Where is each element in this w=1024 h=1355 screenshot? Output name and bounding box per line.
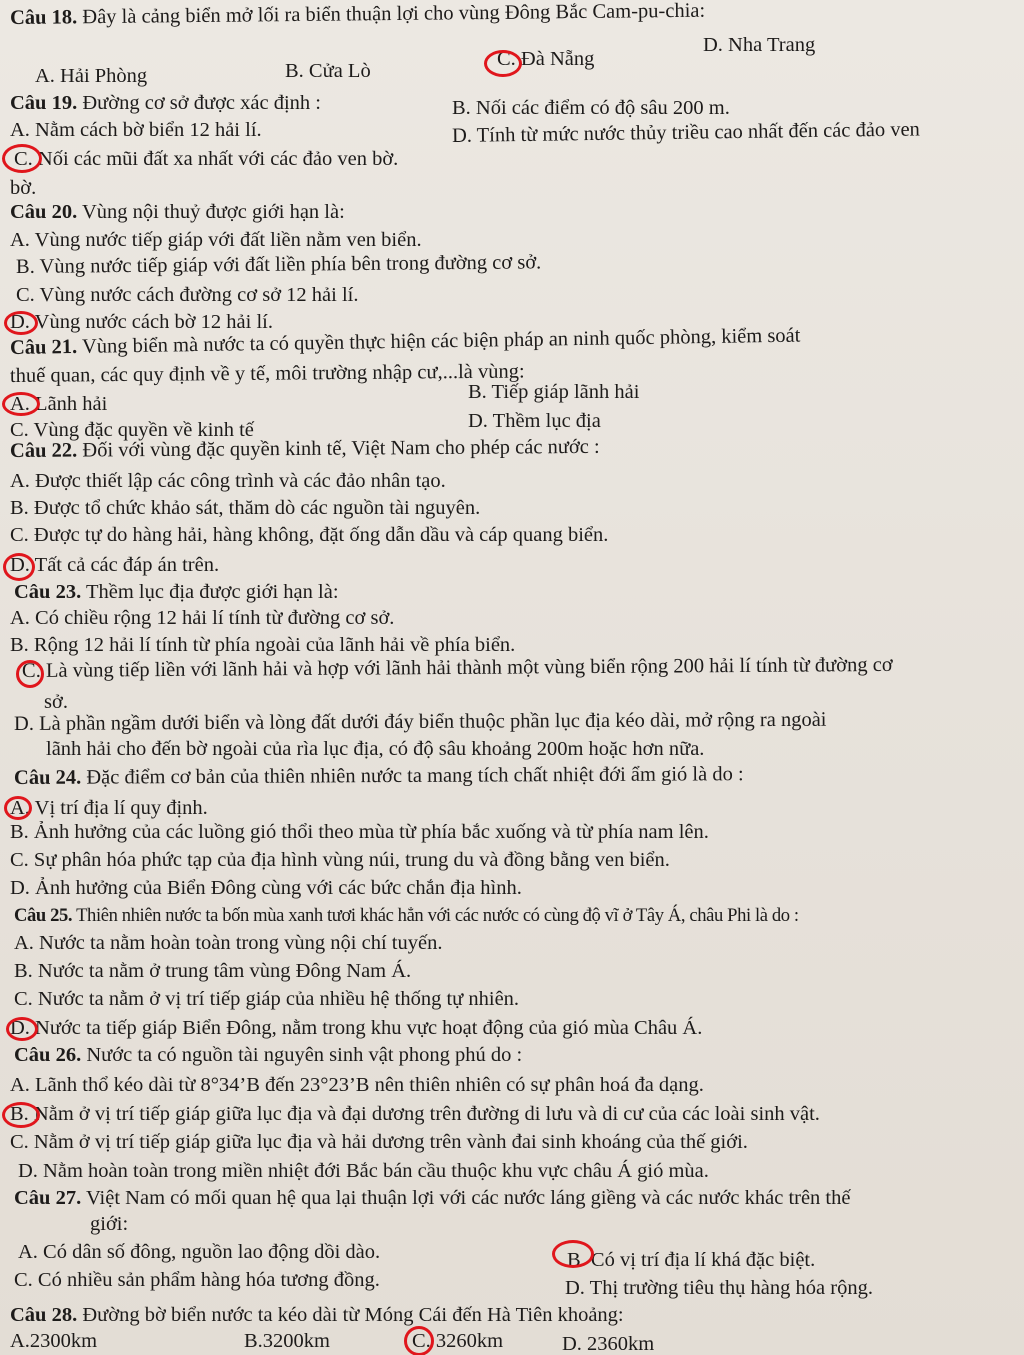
question-text: Thiên nhiên nước ta bốn mùa xanh tươi khác hẳn với các nước có cùng độ vĩ ở Tây Á, châu Phi là do : [76,905,799,926]
answer-circle [6,1017,38,1041]
question-number: Câu 27. [14,1187,82,1209]
question-text: Đối với vùng đặc quyền kinh tế, Việt Nam cho phép các nước : [82,435,600,462]
question-text: Nước ta có nguồn tài nguyên sinh vật phong phú do : [86,1044,523,1066]
question-number: Câu 20. [10,201,78,223]
option-a: A. Được thiết lập các công trình và các đảo nhân tạo. [10,470,446,492]
option-d: D. Tính từ mức nước thủy triều cao nhất đến các đảo ven [451,118,920,147]
option-c: C. Có nhiều sản phẩm hàng hóa tương đồng. [14,1269,380,1291]
option-a: A. Có dân số đông, nguồn lao động dồi dào. [18,1241,381,1263]
option-d: D. Vùng nước cách bờ 12 hải lí. [10,311,273,333]
answer-circle [484,50,522,77]
option-a: A.2300km [10,1330,98,1352]
option-b: B.3200km [244,1330,330,1352]
answer-circle [3,553,35,581]
option-b: B. Tiếp giáp lãnh hải [468,381,640,403]
question-18-stem [10,0,705,30]
question-28-stem [10,1303,624,1327]
question-text: Đây là cảng biển mở lối ra biển thuận lợi cho vùng Đông Bắc Cam-pu-chia: [82,0,706,29]
option-a: A. Vị trí địa lí quy định. [10,797,208,819]
option-d-continued: lãnh hải cho đến bờ ngoài của rìa lục địa, có độ sâu khoảng 200m hoặc hơn nữa. [46,738,705,760]
option-b: B. Cửa Lò [285,60,371,82]
answer-circle [2,144,42,173]
question-text: Vùng biển mà nước ta có quyền thực hiện các biện pháp an ninh quốc phòng, kiểm soát [81,324,801,358]
option-d: D. Là phần ngầm dưới biển và lòng đất dưới đáy biển thuộc phần lục địa kéo dài, mở rộng ra ngoài [13,708,827,735]
option-d-continued: bờ. [10,177,37,199]
question-26-stem [14,1043,522,1067]
question-number: Câu 26. [14,1044,82,1066]
option-a: A. Vùng nước tiếp giáp với đất liền nằm ven biển. [10,229,422,251]
option-c: C. Vùng nước cách đường cơ sở 12 hải lí. [16,284,359,306]
option-c: C. Đà Nẵng [497,48,595,70]
option-d: D. Tất cả các đáp án trên. [10,554,220,576]
question-number: Câu 18. [9,6,78,29]
question-number: Câu 22. [9,439,78,462]
option-a: A. Lãnh thổ kéo dài từ 8°34’B đến 23°23’B nên thiên nhiên có sự phân hoá đa dạng. [10,1074,704,1096]
option-c: C. Sự phân hóa phức tạp của địa hình vùng núi, trung du và đồng bằng ven biển. [10,849,670,871]
answer-circle [4,796,32,820]
answer-circle [552,1240,594,1268]
option-a: A. Lãnh hải [10,393,108,415]
answer-circle [2,1102,40,1128]
option-a: A. Hải Phòng [35,65,148,87]
question-20-stem [10,200,345,224]
question-27-stem-continued: giới: [90,1213,129,1235]
question-24-stem [14,762,744,790]
answer-circle [2,392,40,416]
option-b: B. Nằm ở vị trí tiếp giáp giữa lục địa và đại dương trên đường di lưu và di cư của các loài sinh vật. [10,1103,820,1125]
question-text: Thềm lục địa được giới hạn là: [85,581,339,603]
question-text: Đặc điểm cơ bản của thiên nhiên nước ta mang tích chất nhiệt đới ẩm gió là do : [86,763,744,789]
question-number: Câu 19. [10,92,78,114]
question-number: Câu 28. [10,1304,78,1326]
answer-circle [4,311,38,335]
question-25-stem [14,904,799,928]
option-c-continued: sở. [44,691,68,713]
option-c: C. Nối các mũi đất xa nhất với các đảo ven bờ. [14,148,399,170]
option-d: D. Nằm hoàn toàn trong miền nhiệt đới Bắc bán cầu thuộc khu vực châu Á gió mùa. [18,1160,709,1182]
option-b: B. Nước ta nằm ở trung tâm vùng Đông Nam Á. [14,960,412,982]
question-number: Câu 24. [13,766,82,789]
option-b: B. Ảnh hưởng của các luồng gió thổi theo mùa từ phía bắc xuống và từ phía nam lên. [10,821,709,843]
option-b: B. Nối các điểm có độ sâu 200 m. [452,97,730,119]
option-d: D. Nước ta tiếp giáp Biển Đông, nằm trong khu vực hoạt động của gió mùa Châu Á. [10,1017,703,1039]
answer-circle [404,1326,434,1355]
option-a: A. Nằm cách bờ biển 12 hải lí. [10,119,262,141]
option-c: C. Nước ta nằm ở vị trí tiếp giáp của nhiều hệ thống tự nhiên. [14,988,520,1010]
option-b: B. Có vị trí địa lí khá đặc biệt. [567,1249,816,1271]
option-b: B. Vùng nước tiếp giáp với đất liền phía bên trong đường cơ sở. [15,251,542,278]
question-22-stem [10,435,600,463]
question-27-stem [14,1186,850,1210]
answer-circle [16,660,44,688]
option-c: C. Vùng đặc quyền về kinh tế [10,419,254,441]
option-d: D. Nha Trang [703,34,816,56]
option-c: C. Được tự do hàng hải, hàng không, đặt ống dẫn dầu và cáp quang biển. [10,524,609,546]
option-c: C. Nằm ở vị trí tiếp giáp giữa lục địa và hải dương trên vành đai sinh khoáng của thế giới. [10,1131,748,1153]
option-d: D. Thị trường tiêu thụ hàng hóa rộng. [565,1277,873,1299]
question-23-stem [14,580,339,604]
question-19-stem [10,91,321,115]
question-text: Việt Nam có mối quan hệ qua lại thuận lợi với các nước láng giềng và các nước khác trên thế [85,1187,851,1209]
option-b: B. Được tổ chức khảo sát, thăm dò các nguồn tài nguyên. [10,497,481,519]
question-number: Câu 25. [14,905,73,926]
option-c: C. 3260km [412,1330,504,1352]
question-text: Vùng nội thuỷ được giới hạn là: [77,201,345,223]
option-d: D. 2360km [562,1333,655,1355]
question-text: Đường cơ sở được xác định : [82,92,321,114]
question-text: Đường bờ biển nước ta kéo dài từ Móng Cái đến Hà Tiên khoảng: [82,1304,624,1326]
option-a: A. Có chiều rộng 12 hải lí tính từ đường cơ sở. [10,607,395,629]
option-b: B. Rộng 12 hải lí tính từ phía ngoài của lãnh hải về phía biển. [10,634,516,656]
question-number: Câu 23. [14,581,82,603]
option-d: D. Thềm lục địa [468,410,601,432]
option-a: A. Nước ta nằm hoàn toàn trong vùng nội chí tuyến. [14,932,443,954]
question-number: Câu 21. [9,335,78,359]
option-d: D. Ảnh hưởng của Biển Đông cùng với các bức chắn địa hình. [10,877,522,899]
question-21-stem-continued: thuế quan, các quy định về y tế, môi trường nhập cư,...là vùng: [9,360,525,387]
option-c: C. Là vùng tiếp liền với lãnh hải và hợp với lãnh hải thành một vùng biển rộng 200 hải lí tính từ đường cơ [21,653,893,682]
